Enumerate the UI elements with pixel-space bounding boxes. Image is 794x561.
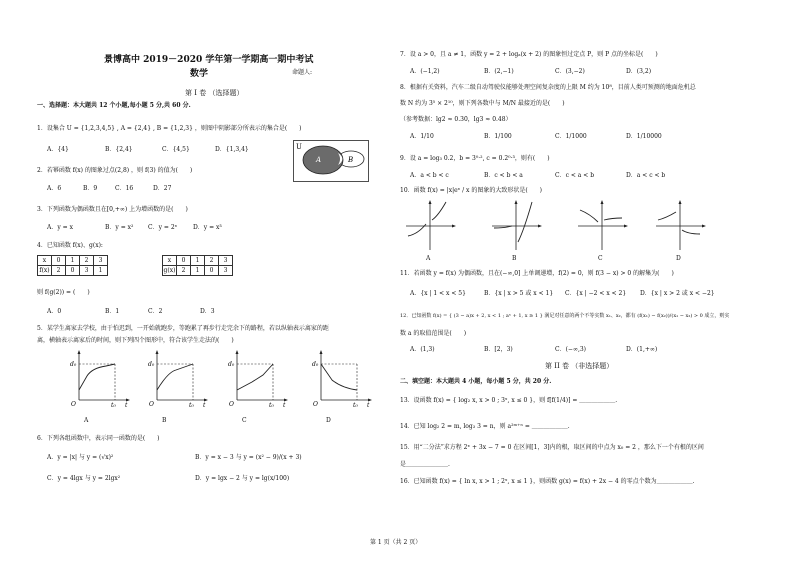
- q8-stem-line2: 数 N 约为 3⁵ × 2¹⁰，则下列各数中与 M/N 最接近的是( ): [400, 100, 565, 107]
- table-g-cell: 3: [219, 266, 233, 276]
- q10-stem: 10．函数 f(x) = |x|eˣ / x 的图象的大致形状是( ): [400, 187, 542, 194]
- table-f-cell: 2: [52, 266, 66, 276]
- q5-t-label: t: [125, 402, 128, 409]
- q5-stem-line2: 离，横轴表示离家后的时间，则下列四个图形中，符合该学生走法的( ): [37, 337, 234, 344]
- q10-curve: [658, 212, 700, 234]
- q12-stem-line2: 数 a 的取值范围是( ): [400, 330, 467, 337]
- q5-d0-label: d₀: [148, 361, 155, 368]
- q12-option-a: A．(1,3): [410, 346, 435, 353]
- q2-option-c: C．16: [115, 185, 134, 192]
- table-g-cell: x: [163, 256, 177, 266]
- q12-option-d: D．(1,+∞): [626, 346, 658, 353]
- q6-option-d: D．y = lgx − 2 与 y = lg(x/100): [195, 475, 290, 482]
- q5-label-c: C: [242, 417, 247, 424]
- q4-ask: 则 f(g(2)) = ( ): [37, 289, 90, 296]
- q7-option-c: C．(3,−2): [555, 68, 585, 75]
- q5-t0-label: t₀: [111, 402, 116, 409]
- q12-stem: 12．已知函数 f(x) = { (3 − a)x + 2, x < 1 ; aˣ + 1, x ≥ 1 } 满足对任意的两个不等实数 x₁、x₂，都有 (f(x₁) − f(x₂))/(x₁ − x₂) > 0 成立，则实: [400, 313, 730, 319]
- q10-graph-a: [406, 200, 456, 252]
- table-f-cell: x: [38, 256, 52, 266]
- q9-stem: 9．设 a = log₃ 0.2，b = 3⁰·², c = 0.2⁰·³，则有( ): [400, 155, 550, 162]
- q5-curve: [237, 364, 273, 390]
- q2-option-a: A．6: [47, 185, 62, 192]
- q5-origin-label: O: [313, 401, 318, 408]
- q5-origin-label: O: [149, 401, 154, 408]
- author-label: 命题人:: [292, 69, 313, 76]
- q5-graph-b: [148, 350, 208, 408]
- venn-u-label: U: [296, 143, 302, 151]
- q15-stem-line2: 是＿＿＿＿＿＿＿.: [400, 461, 450, 468]
- q5-origin-label: O: [229, 401, 234, 408]
- q1-option-b: B．{2,4}: [105, 146, 133, 153]
- q3-option-a: A．y = x: [47, 224, 73, 231]
- page-footer: 第 1 页（共 2 页）: [370, 539, 422, 546]
- q12-option-c: C．(−∞,3): [555, 346, 587, 353]
- q9-option-a: A．a < b < c: [410, 172, 449, 179]
- table-f: [37, 255, 108, 276]
- q6-option-b: B．y = x − 3 与 y = (x² − 9)/(x + 3): [195, 454, 302, 461]
- q10-curve: [580, 210, 622, 222]
- q10-graph-d: [656, 200, 706, 252]
- q11-option-d: D．{x | x > 2 或 x < −2}: [640, 290, 715, 297]
- q10-label-b: B: [512, 255, 517, 262]
- q5-d0-label: d₀: [228, 361, 235, 368]
- q9-option-d: D．a < c < b: [626, 172, 666, 179]
- table-f-cell: 1: [66, 256, 80, 266]
- table-g-cell: 1: [191, 256, 205, 266]
- q8-option-b: B．1/100: [484, 133, 512, 140]
- section1-heading: 一、选择题：本大题共 12 个小题,每小题 5 分,共 60 分.: [37, 102, 191, 109]
- q3-option-b: B．y = x²: [105, 224, 134, 231]
- q5-curve: [79, 364, 115, 390]
- q16-stem: 16．已知函数 f(x) = { ln x, x > 1 ; 2ˣ, x ≤ 1 }，则函数 g(x) = f(x) + 2x − 4 的零点个数为＿＿＿＿＿＿.: [400, 478, 695, 485]
- q5-t0-label: t₀: [189, 402, 194, 409]
- venn-b-label: B: [348, 156, 354, 164]
- q1-option-c: C．{4,5}: [162, 146, 190, 153]
- q2-stem: 2．若幂函数 f(x) 的图象过点(2,8) ，则 f(3) 的值为( ): [37, 167, 193, 174]
- table-f-cell: 3: [94, 256, 108, 266]
- q10-label-c: C: [598, 255, 603, 262]
- table-f-cell: 3: [80, 266, 94, 276]
- q15-stem-line1: 15．用“二分法”求方程 2ˣ + 3x − 7 = 0 在区间[1，3]内的根，取区间的中点为 x₀ = 2 ，那么下一个有根的区间: [400, 444, 704, 451]
- q5-stem-line1: 5．某学生离家去学校，由于怕迟到，一开始就跑步，等跑累了再步行走完余下的路程，若以纵轴表示离家的距: [37, 325, 329, 332]
- q10-label-d: D: [676, 255, 681, 262]
- table-g-cell: 1: [191, 266, 205, 276]
- q5-label-a: A: [84, 417, 89, 424]
- q5-t0-label: t₀: [353, 402, 358, 409]
- subject-title: 数学: [190, 69, 209, 79]
- q5-label-d: D: [326, 417, 331, 424]
- q4-stem: 4．已知函数 f(x)、g(x):: [37, 242, 103, 249]
- q11-option-c: C．{x | −2 < x < 2}: [565, 290, 627, 297]
- q2-option-d: D．27: [153, 185, 172, 192]
- q10-graph-c: [578, 200, 628, 252]
- q5-curve: [321, 364, 357, 390]
- table-f-cell: f(x): [39, 267, 50, 274]
- q9-option-b: B．c < b < a: [484, 172, 523, 179]
- q10-curve: [494, 202, 532, 242]
- q5-graph-c: [228, 350, 288, 408]
- q4-option-c: C．2: [148, 308, 163, 315]
- table-g-cell: 2: [177, 266, 191, 276]
- q2-option-b: B．9: [83, 185, 98, 192]
- q1-option-d: D．{1,3,4}: [215, 146, 249, 153]
- q7-option-b: B．(2,−1): [484, 68, 514, 75]
- q1-option-a: A．{4}: [47, 146, 69, 153]
- table-g-cell: 0: [205, 266, 219, 276]
- q1-stem: 1．设集合 U = {1,2,3,4,5} , A = {2,4} , B = {1,2,3} ，则图中阴影部分所表示的集合是( ): [37, 125, 302, 132]
- q7-option-d: D．(3,2): [626, 68, 652, 75]
- q5-t-label: t: [367, 402, 370, 409]
- q10-label-a: A: [426, 255, 431, 262]
- table-g-cell: g(x): [163, 267, 176, 274]
- q5-d0-label: d₀: [70, 361, 77, 368]
- section2-heading: 二、填空题：本大题共 4 小题，每小题 5 分，共 20 分.: [400, 378, 552, 385]
- q5-curve: [157, 364, 193, 390]
- q3-option-c: C．y = 2ˣ: [148, 224, 178, 231]
- table-f-cell: 1: [94, 266, 108, 276]
- q5-d0-label: d₀: [312, 361, 319, 368]
- table-f-cell: 2: [80, 256, 94, 266]
- q5-graph-a: [70, 350, 130, 408]
- q11-option-b: B．{x | x > 5 或 x < 1}: [484, 290, 554, 297]
- q8-option-d: D．1/10000: [626, 133, 662, 140]
- table-g: [162, 255, 233, 276]
- part2-heading: 第 II 卷 （非选择题）: [545, 362, 614, 370]
- q5-t-label: t: [203, 402, 206, 409]
- q3-option-d: D．y = x³: [193, 224, 222, 231]
- table-f-cell: 0: [66, 266, 80, 276]
- q8-reference: （参考数据：lg2 ≈ 0.30，lg3 ≈ 0.48）: [400, 116, 512, 123]
- q4-option-d: D．3: [200, 308, 215, 315]
- q11-stem: 11．若函数 y = f(x) 为偶函数，且在(−∞,0] 上单调递增，f(2) = 0，则 f(3 − x) > 0 的解集为( ): [400, 270, 674, 277]
- q7-stem: 7．设 a > 0，且 a ≠ 1，函数 y = 2 + logₐ(x + 2) 的图象恒过定点 P，则 P 点的坐标是( ): [400, 51, 658, 58]
- q8-option-a: A．1/10: [410, 133, 434, 140]
- table-g-cell: 3: [219, 256, 233, 266]
- table-g-cell: 2: [205, 256, 219, 266]
- q9-option-c: C．c < a < b: [555, 172, 595, 179]
- q4-option-a: A．0: [47, 308, 62, 315]
- q6-option-c: C．y = 4lgx 与 y = 2lgx²: [47, 475, 121, 482]
- q10-graph-b: [492, 200, 542, 252]
- q12-option-b: B．[2，3): [484, 346, 513, 353]
- exam-title: 景博高中 2019－2020 学年第一学期高一期中考试: [104, 55, 314, 65]
- q7-option-a: A．(−1,2): [410, 68, 440, 75]
- q5-origin-label: O: [71, 401, 76, 408]
- q4-option-b: B．1: [105, 308, 120, 315]
- table-f-cell: 0: [52, 256, 66, 266]
- venn-a-label: A: [316, 156, 322, 164]
- q3-stem: 3．下列函数为偶函数且在[0,+∞) 上为增函数的是( ): [37, 206, 188, 213]
- q8-option-c: C．1/1000: [555, 133, 587, 140]
- venn-diagram: [293, 140, 369, 182]
- q5-graph-d: [312, 350, 372, 408]
- q13-stem: 13．设函数 f(x) = { log₂ x, x > 0 ; 3ˣ, x ≤ 0 }，则 f[f(1/4)] = ＿＿＿＿＿＿.: [400, 397, 618, 404]
- q8-stem-line1: 8．根据有关资料，汽车二级自动驾驶仪能够处理空间复杂度的上限 M 约为 10⁸，目前人类可预测的地面危机总: [400, 84, 696, 91]
- q5-label-b: B: [162, 417, 167, 424]
- part1-heading: 第 I 卷 （选择题）: [185, 89, 244, 97]
- q14-stem: 14．已知 log₂ 2 = m, log₃ 3 = n，则 a²ᵐ⁺ⁿ = ＿＿＿＿＿＿.: [400, 423, 570, 430]
- q5-t-label: t: [283, 402, 286, 409]
- q6-option-a: A．y = |x| 与 y = (√x)²: [47, 454, 114, 461]
- q5-t0-label: t₀: [269, 402, 274, 409]
- table-g-cell: 0: [177, 256, 191, 266]
- q6-stem: 6．下列各组函数中，表示同一函数的是( ): [37, 435, 160, 442]
- q10-curve: [408, 202, 446, 236]
- q11-option-a: A．{x | 1 < x < 5}: [410, 290, 466, 297]
